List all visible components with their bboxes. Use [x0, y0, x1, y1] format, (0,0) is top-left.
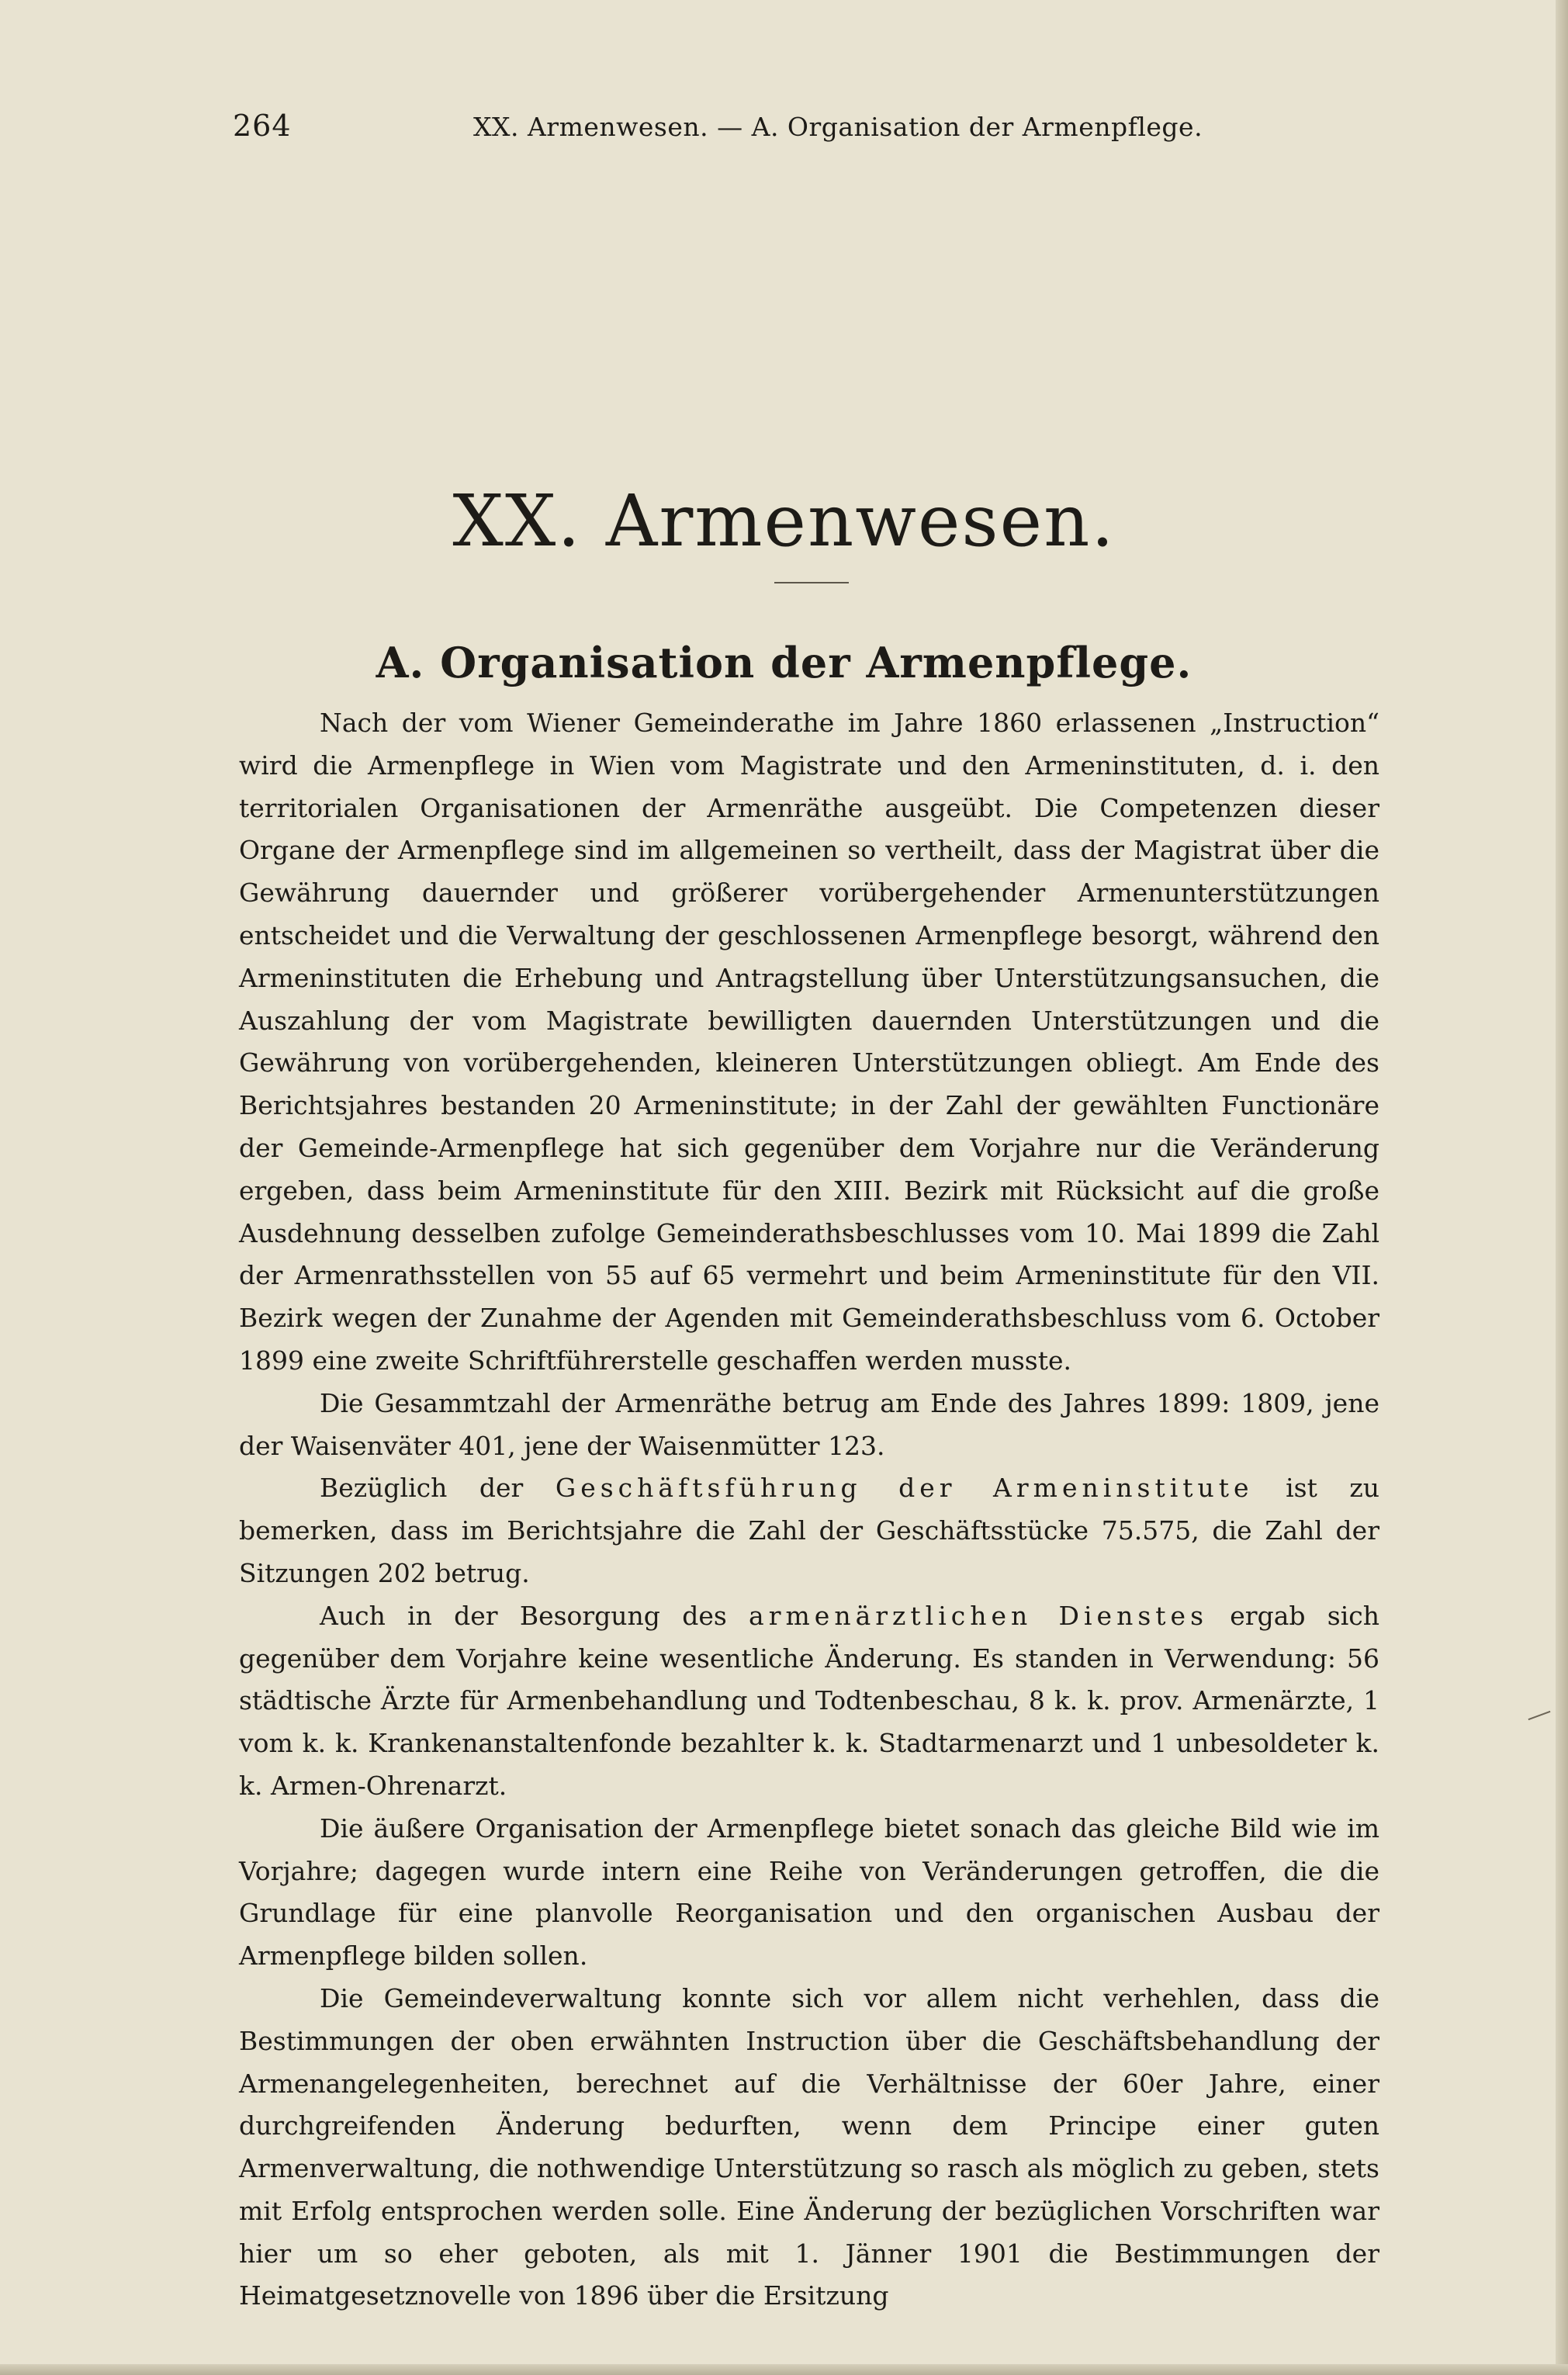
running-title: XX. Armenwesen. — A. Organisation der Armenpflege.	[473, 112, 1203, 142]
paragraph-3-start: Bezüglich der	[320, 1473, 524, 1504]
emphasis-geschaeftsfuehrung: Geschäftsführung der Armeninstitute	[555, 1473, 1254, 1504]
paragraph-6: Die Gemeindeverwaltung konnte sich vor allem nicht verhehlen, dass die Bestimmungen der oben erwähnten Instruction über die Geschäftsbehandlung der Armenangelegenheiten, berechnet auf die Verhältnisse der 60er Jahre, einer durchgreifenden Änderung bedurften, wenn dem Principe einer guten Armenverwaltung, die nothwendige Unterstützung so rasch als möglich zu geben, stets mit Erfolg entsprochen werden solle. Eine Änderung der bezüglichen Vorschriften war hier um so eher geboten, als mit 1. Jänner 1901 die Bestimmungen der Heimatgesetznovelle von 1896 über die Ersitzung	[239, 1982, 1379, 2311]
paragraph-1: Nach der vom Wiener Gemeinderathe im Jahre 1860 erlassenen „Instruction“ wird die Armenpflege in Wien vom Magistrate und den Armeninstituten, d. i. den territorialen Organisationen der Armenräthe ausgeübt. Die Competenzen dieser Organe der Armenpflege sind im allgemeinen so vertheilt, dass der Magistrat über die Gewährung dauernder und größerer vorübergehender Armenunterstützungen entscheidet und die Verwaltung der geschlossenen Armenpflege besorgt, während den Armeninstituten die Erhebung und Antragstellung über Unterstützungsansuchen, die Auszahlung der vom Magistrate bewilligten dauernden Unterstützungen und die Gewährung von vorübergehenden, kleineren Unterstützungen obliegt. Am Ende des Berichtsjahres bestanden 20 Armeninstitute; in der Zahl der gewählten Functionäre der Gemeinde-Armenpflege hat sich gegenüber dem Vorjahre nur die Veränderung ergeben, dass beim Armeninstitute für den XIII. Bezirk mit Rücksicht auf die große Ausdehnung desselben zufolge Gemeinderathsbeschlusses vom 10. Mai 1899 die Zahl der Armenrathsstellen von 55 auf 65 vermehrt und beim Armeninstitute für den VII. Bezirk wegen der Zunahme der Agenden mit Gemeinderathsbeschluss vom 6. October 1899 eine zweite Schriftführerstelle geschaffen werden musste.	[239, 708, 1379, 1376]
page-header	[233, 109, 1381, 155]
paragraph-4	[239, 1595, 1379, 1808]
scan-margin-mark	[1528, 1711, 1551, 1720]
paragraph-3-end: ist zu bemerken, dass im Berichtsjahre die Zahl der Geschäftsstücke 75.575, die Zahl der Sitzungen 202 betrug.	[239, 1473, 1379, 1588]
page-number: 264	[233, 109, 292, 143]
paragraph-4-start: Auch in der Besorgung des	[320, 1600, 727, 1631]
emphasis-armenaerztlicher-dienst: armenärztlichen Dienstes	[749, 1600, 1209, 1631]
page-edge-bottom	[0, 2364, 1568, 2375]
paragraph-3	[239, 1467, 1379, 1594]
title-divider	[774, 582, 849, 583]
body-text	[239, 702, 1379, 2318]
paragraph-4-end: ergab sich gegenüber dem Vorjahre keine wesentliche Änderung. Es standen in Verwendung: 56 städtische Ärzte für Armenbehandlung und Todtenbeschau, 8 k. k. prov. Armenärzte, 1 vom k. k. Krankenanstaltenfonde bezahlter k. k. Stadtarmenarzt und 1 unbesoldeter k. k. Armen-Ohrenarzt.	[239, 1600, 1379, 1801]
paragraph-2: Die Gesammtzahl der Armenräthe betrug am Ende des Jahres 1899: 1809, jene der Waisenväter 401, jene der Waisenmütter 123.	[239, 1387, 1379, 1461]
paragraph-5: Die äußere Organisation der Armenpflege bietet sonach das gleiche Bild wie im Vorjahre; dagegen wurde intern eine Reihe von Veränderungen getroffen, die die Grundlage für eine planvolle Reorganisation und den organischen Ausbau der Armenpflege bilden sollen.	[239, 1812, 1379, 1972]
page-edge-right	[1556, 0, 1568, 2375]
chapter-title: XX. Armenwesen.	[452, 480, 1116, 563]
section-title: A. Organisation der Armenpflege.	[376, 638, 1192, 687]
